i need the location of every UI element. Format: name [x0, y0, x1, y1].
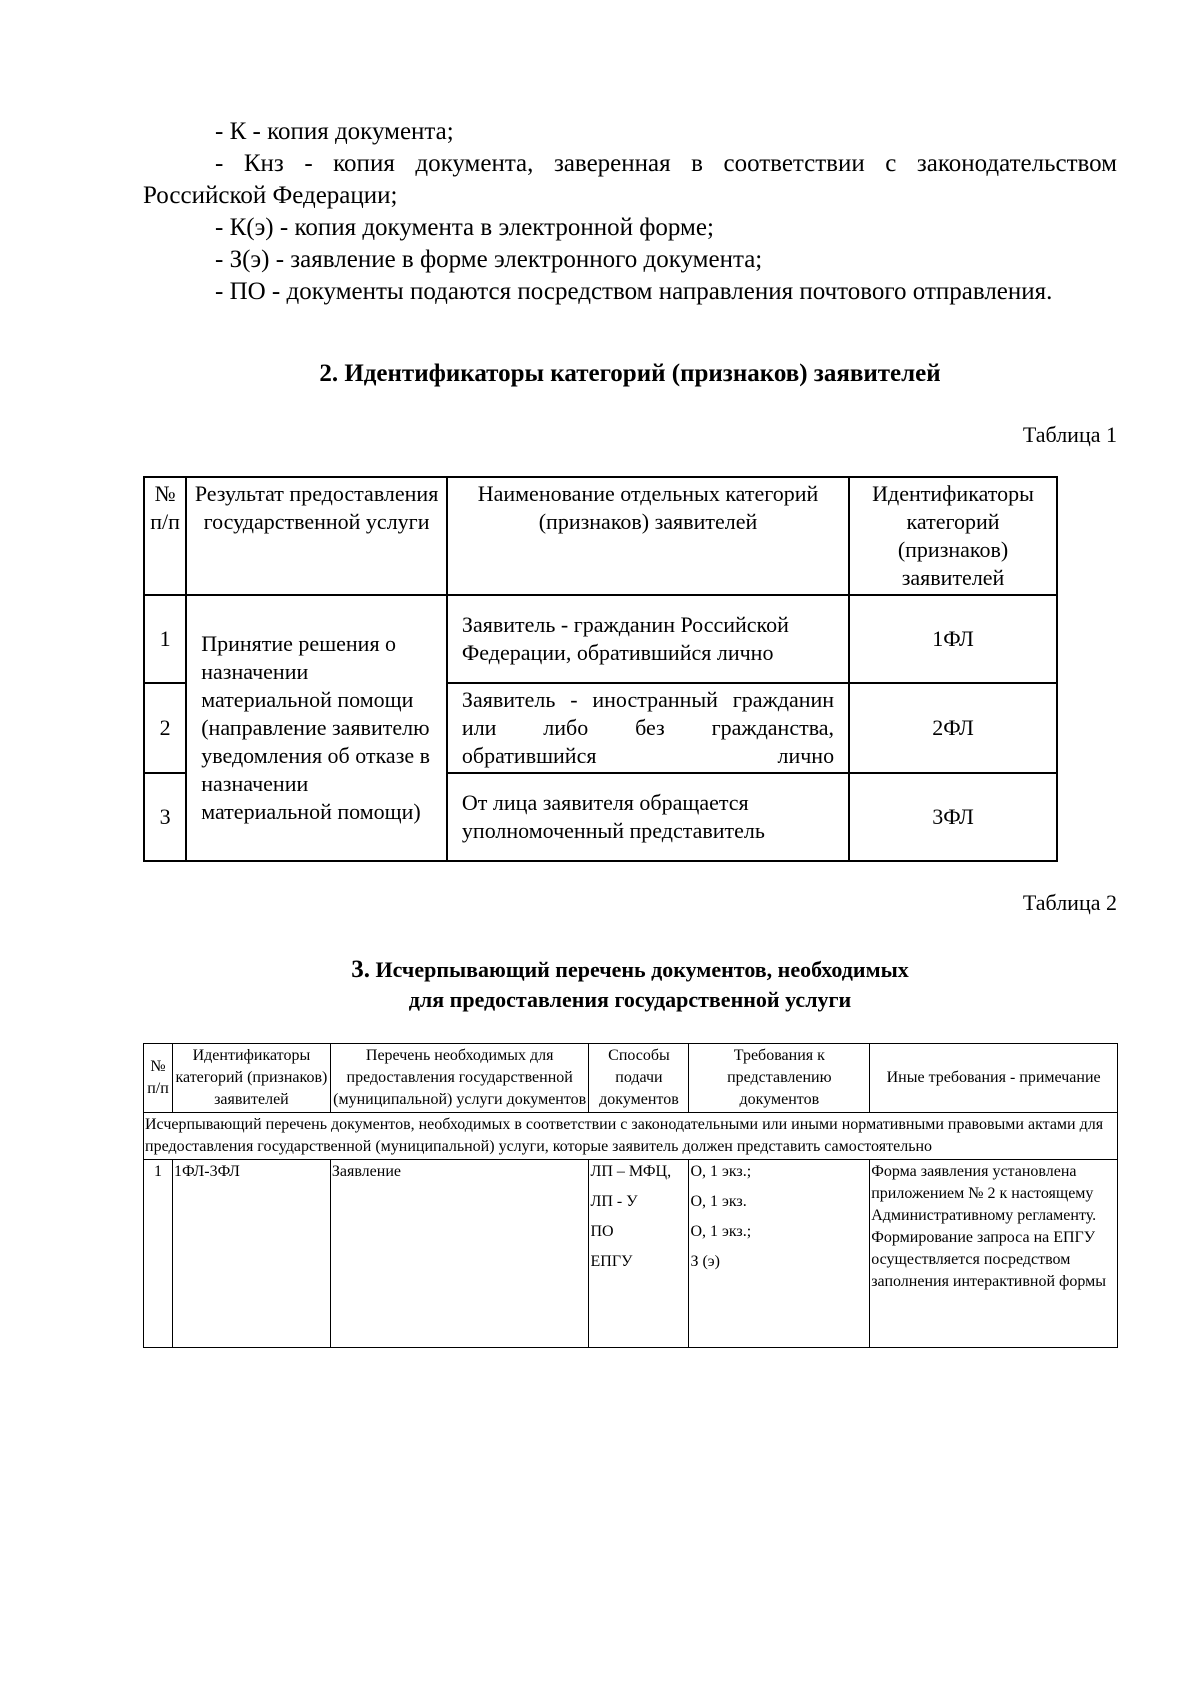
table-header-row: [144, 477, 1057, 595]
row-methods: [589, 1160, 689, 1348]
requirement-item: З (э): [690, 1253, 720, 1270]
table-header-row: [144, 1044, 1118, 1113]
section-3-title: [143, 955, 1117, 1015]
method-item: ПО: [590, 1223, 614, 1240]
row-number: 1: [144, 595, 186, 683]
service-result: Принятие решения о назначении материальной помощи (направление заявителю уведомления об отказе в назначении материальной помощи): [186, 595, 447, 861]
section-3-number: 3.: [351, 956, 370, 983]
span-row-text: Исчерпывающий перечень документов, необходимых в соответствии с законодательными или иными нормативными правовыми актами для предоставления государственной (муниципальной) услуги, которые заявитель должен представить самостоятельно: [144, 1113, 1118, 1160]
category-name: Заявитель - иностранный гражданин или либо без гражданства, обратившийся лично: [447, 683, 849, 773]
header-identifiers: Идентификаторы категорий (признаков) заявителей: [172, 1044, 330, 1113]
header-num: № п/п: [144, 477, 186, 595]
row-note: Форма заявления установлена приложением № 2 к настоящему Административному регламенту. Формирование запроса на ЕПГУ осуществляется посредством заполнения интерактивной формы: [870, 1160, 1118, 1348]
row-number: 1: [144, 1160, 173, 1348]
category-name: Заявитель - гражданин Российской Федерации, обратившийся лично: [447, 595, 849, 683]
table-1-caption: Таблица 1: [1022, 422, 1117, 447]
header-category: Наименование отдельных категорий (признаков) заявителей: [447, 477, 849, 595]
section-3-title-line1: Исчерпывающий перечень документов, необходимых: [375, 957, 909, 982]
header-identifier: Идентификаторы категорий (признаков) заявителей: [849, 477, 1057, 595]
legend-item: - К - копия документа;: [215, 118, 454, 145]
required-documents-table: [143, 1043, 1118, 1348]
table-row: [144, 1160, 1118, 1348]
category-identifier: 2ФЛ: [849, 683, 1057, 773]
header-num: № п/п: [144, 1044, 173, 1113]
table-row: [144, 595, 1057, 683]
method-item: ЛП - У: [590, 1193, 638, 1210]
row-identifiers: 1ФЛ-3ФЛ: [172, 1160, 330, 1348]
category-name: От лица заявителя обращается уполномоченный представитель: [447, 773, 849, 861]
row-document: Заявление: [330, 1160, 589, 1348]
header-notes: Иные требования - примечание: [870, 1044, 1118, 1113]
header-requirements: Требования к представлению документов: [689, 1044, 870, 1113]
table-2-caption: Таблица 2: [1022, 890, 1117, 915]
legend-item: - З(э) - заявление в форме электронного документа;: [215, 246, 763, 273]
category-identifier: 3ФЛ: [849, 773, 1057, 861]
header-documents: Перечень необходимых для предоставления государственной (муниципальной) услуги документов: [330, 1044, 589, 1113]
method-item: ЛП – МФЦ,: [590, 1163, 672, 1180]
table-span-row: [144, 1113, 1118, 1160]
header-methods: Способы подачи документов: [589, 1044, 689, 1113]
legend-item: - К(э) - копия документа в электронной форме;: [215, 214, 714, 241]
abbreviation-legend: [143, 116, 1117, 308]
row-number: 2: [144, 683, 186, 773]
requirement-item: О, 1 экз.;: [690, 1163, 752, 1180]
legend-item: - ПО - документы подаются посредством направления почтового отправления.: [215, 278, 1053, 305]
method-item: ЕПГУ: [590, 1253, 633, 1270]
row-number: 3: [144, 773, 186, 861]
requirement-item: О, 1 экз.;: [690, 1223, 752, 1240]
category-identifier: 1ФЛ: [849, 595, 1057, 683]
legend-item: - Кнз - копия документа, заверенная в соответствии с законодательством Российской Федерации;: [143, 150, 1117, 209]
row-requirements: [689, 1160, 870, 1348]
header-result: Результат предоставления государственной услуги: [186, 477, 447, 595]
section-3-title-line2: для предоставления государственной услуги: [408, 987, 852, 1012]
section-2-title: 2. Идентификаторы категорий (признаков) заявителей: [319, 360, 941, 387]
applicant-categories-table: [143, 476, 1058, 862]
requirement-item: О, 1 экз.: [690, 1193, 747, 1210]
